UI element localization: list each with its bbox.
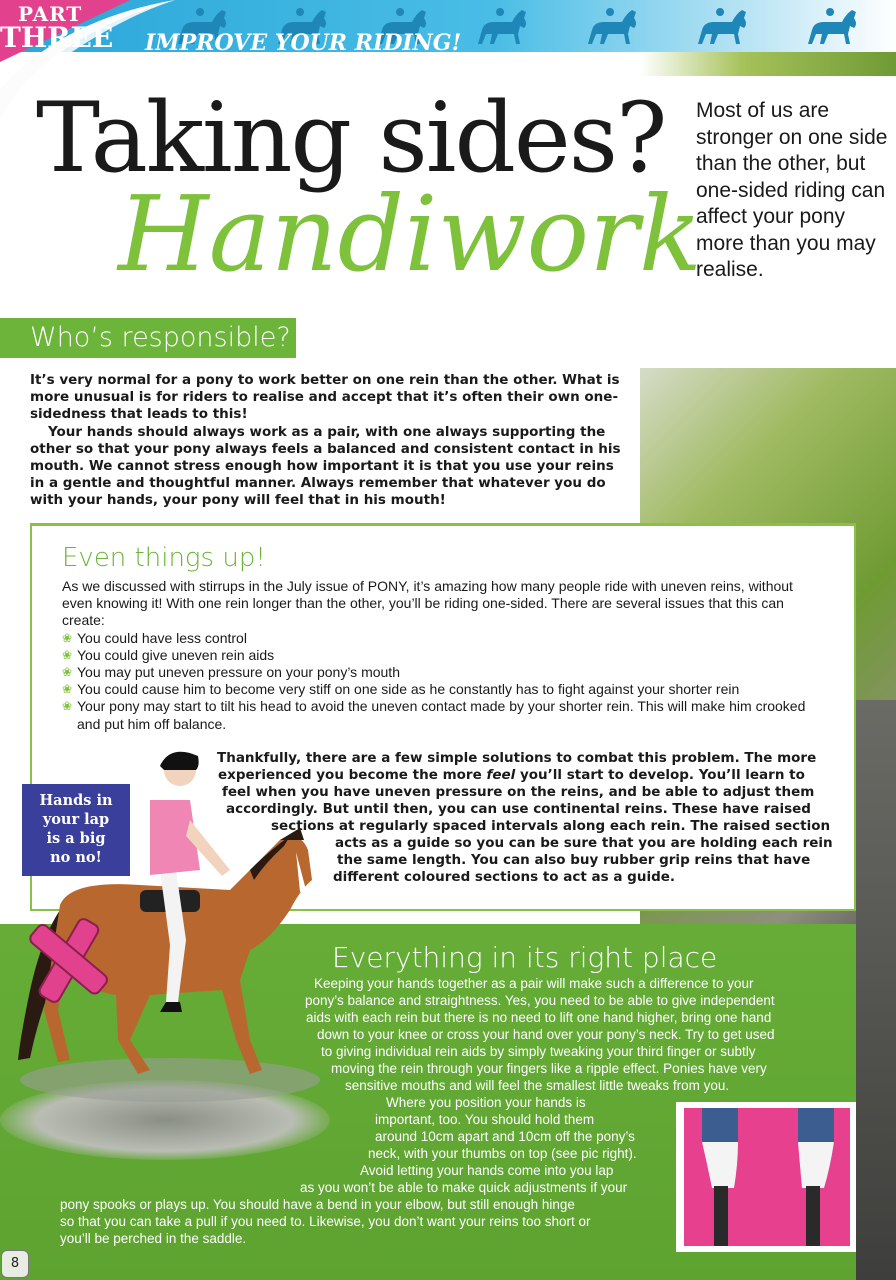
flower-bullet-icon: ❀ (62, 630, 73, 645)
body-line: so that you can take a pull if you need to. Likewise, you don’t want your reins too short or (60, 1214, 591, 1229)
body-line: down to your knee or cross your hand over your pony’s neck. Try to get used (317, 1027, 775, 1042)
callout-text: no no! (50, 849, 102, 866)
list-item: ❀ You could have less control (62, 629, 247, 646)
hands-in-lap-callout (22, 784, 130, 876)
intro-text (30, 372, 630, 510)
horse-silhouette-icon (690, 4, 754, 50)
callout-text: your lap (42, 811, 110, 828)
flower-bullet-icon: ❀ (62, 665, 73, 680)
even-intro-paragraph: As we discussed with stirrups in the July issue of PONY, it’s amazing how many people ride with uneven reins, without even knowing it! With one rein longer than the other, you’ll be riding one-sided. There are several issues that this can create: (62, 578, 793, 629)
intro-paragraph: Your hands should always work as a pair, with one always supporting the other so that your pony always feels a balanced and consistent contact in his mouth. We cannot stress enough how important it is that you use your reins in a gentle and thoughtful manner. Always remember that whatever you do with your hands, your pony will feel that in his mouth! (30, 423, 621, 509)
solution-line: Thankfully, there are a few simple solutions to combat this problem. The more (217, 750, 817, 766)
flower-bullet-icon: ❀ (62, 647, 73, 662)
body-line: neck, with your thumbs on top (see pic right). (368, 1146, 637, 1161)
page-subtitle: Handiwork (118, 173, 702, 295)
solution-line: feel when you have uneven pressure on the reins, and be able to adjust them (222, 784, 815, 800)
part-label: PART (18, 2, 83, 26)
body-line: to giving individual rein aids by simply tweaking your third finger or subtly (321, 1044, 756, 1059)
section-heading-whos-responsible: Who’s responsible? (30, 322, 291, 353)
body-line: you’ll be perched in the saddle. (60, 1231, 247, 1246)
solution-line: experienced you become the more feel you’ll start to develop. You’ll learn to (218, 767, 805, 783)
list-item: ❀ You may put uneven pressure on your pony’s mouth (62, 664, 400, 681)
issues-list (62, 630, 822, 733)
horse-silhouette-icon (470, 4, 534, 50)
section-heading-even-things-up: Even things up! (62, 543, 266, 573)
solution-line: different coloured sections to act as a guide. (333, 869, 676, 885)
list-item: ❀ You could cause him to become very stiff on one side as he constantly has to fight against your shorter rein (62, 681, 740, 698)
solution-line: accordingly. But until then, you can use continental reins. These have raised (226, 801, 811, 817)
solution-line: the same length. You can also buy rubber grip reins that have (337, 852, 811, 868)
body-line: aids with each rein but there is no need to lift one hand higher, bring one hand (306, 1010, 772, 1025)
body-line: around 10cm apart and 10cm off the pony’s (375, 1129, 635, 1144)
standfirst: Most of us are stronger on one side than the other, but one-sided riding can affect your pony more than you may realise. (696, 99, 888, 281)
callout-text: Hands in (39, 792, 113, 809)
grass-strip-image (640, 52, 896, 76)
solution-line: acts as a guide so you can be sure that you are holding each rein (335, 835, 833, 851)
intro-paragraph: It’s very normal for a pony to work better on one rein than the other. What is more unusual is for riders to realise and accept that it’s often their own one-sidedness that leads to this! (30, 372, 620, 423)
body-line: Avoid letting your hands come into you lap (360, 1163, 614, 1178)
callout-text: is a big (46, 830, 106, 847)
page-number: 8 (1, 1250, 29, 1278)
body-line: sensitive mouths and will feel the smallest little tweaks from you. (345, 1078, 730, 1093)
list-item: ❀ You could give uneven rein aids (62, 646, 275, 663)
gravel-photo-image (856, 700, 896, 1280)
flower-bullet-icon: ❀ (62, 699, 73, 714)
page-title: Taking sides? (36, 82, 666, 194)
hands-position-photo (684, 1108, 850, 1246)
part-number: THREE (0, 21, 114, 54)
horse-silhouette-icon (580, 4, 644, 50)
body-line: Keeping your hands together as a pair will make such a difference to your (314, 976, 754, 991)
section-heading-right-place: Everything in its right place (332, 941, 718, 974)
body-line: important, too. You should hold them (375, 1112, 595, 1127)
body-line: pony’s balance and straightness. Yes, you need to be able to give independent (305, 993, 775, 1008)
flower-bullet-icon: ❀ (62, 682, 73, 697)
body-line: as you won’t be able to make quick adjustments if your (300, 1180, 628, 1195)
even-things-up-body (62, 578, 822, 733)
body-line: pony spooks or plays up. You should have a bend in your elbow, but still enough hinge (60, 1197, 575, 1212)
horse-silhouette-icon (800, 4, 864, 50)
series-title: IMPROVE YOUR RIDING! (145, 30, 462, 56)
solution-line: sections at regularly spaced intervals along each rein. The raised section (271, 818, 831, 834)
list-item: ❀ Your pony may start to tilt his head to avoid the uneven contact made by your shorter rein. This will make him crooked and put him off balance. (62, 698, 806, 732)
body-line: Where you position your hands is (386, 1095, 586, 1110)
wrong-cross-icon (20, 912, 116, 1008)
body-line: moving the rein through your fingers like a ripple effect. Ponies have very (331, 1061, 767, 1076)
